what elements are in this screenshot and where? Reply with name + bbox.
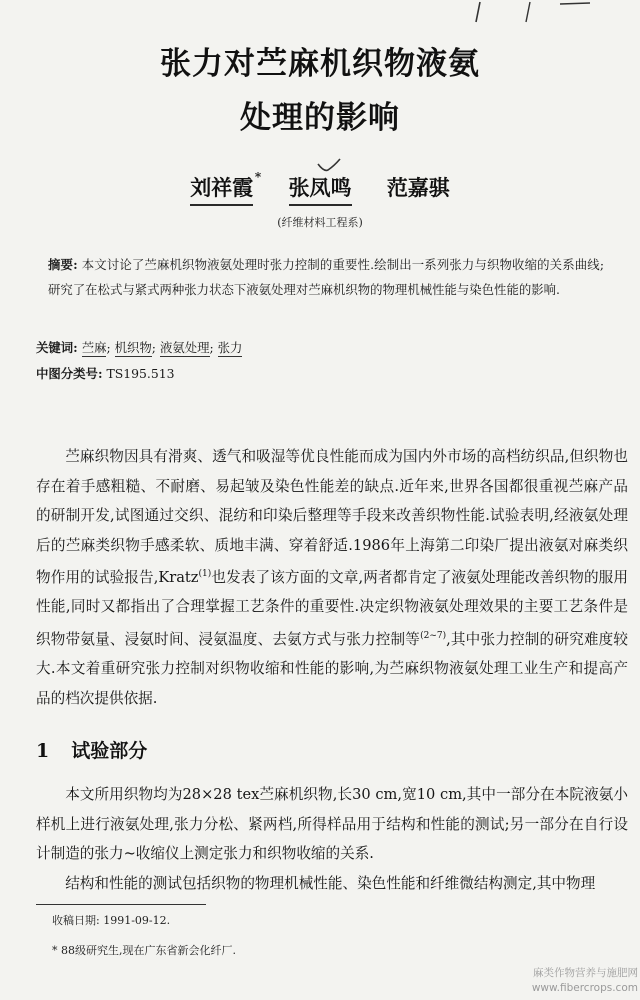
author-list <box>0 172 640 206</box>
keyword-1: 苎麻 <box>81 340 107 355</box>
introduction <box>36 442 628 713</box>
section-heading <box>36 736 147 763</box>
keywords: 关键词: 苎麻; 机织物; 液氨处理; 张力 <box>36 340 243 355</box>
section-body <box>36 780 628 898</box>
keyword-2: 机织物 <box>114 340 152 355</box>
section-paragraph-2: 结构和性能的测试包括织物的物理机械性能、染色性能和纤维微结构测定,其中物理 <box>65 874 596 892</box>
classification-label: 中图分类号: <box>36 366 103 381</box>
footnote-received-date: 收稿日期: 1991-09-12. <box>52 914 171 927</box>
keyword-4: 张力 <box>217 340 243 355</box>
abstract-text: 本文讨论了苎麻机织物液氨处理时张力控制的重要性.绘制出一系列张力与织物收缩的关系曲线;研究了在松式与紧式两种张力状态下液氨处理对苎麻机织物的物理机械性能与染色性能的影响. <box>48 257 604 297</box>
footnote-author-note: * 88级研究生,现在广东省新会化纤厂. <box>52 944 236 957</box>
abstract <box>48 252 604 302</box>
footnote-divider <box>36 904 206 905</box>
citation-2: (2~7) <box>420 630 447 641</box>
classification-value: TS195.513 <box>106 366 175 381</box>
paper-title-line1: 张力对苎麻机织物液氨 <box>160 46 480 82</box>
watermark-line1: 麻类作物营养与施肥网 <box>533 967 638 979</box>
keyword-3: 液氨处理 <box>159 340 210 355</box>
intro-text-b: 也发表了该方面的文章,两者都肯定了液氨处理能改善织物的服用性能,同时又都指出了合理掌握工艺条件的重要性.决定织物液氨处理效果的主要工艺条件是织物带氨量、浸氨时间、浸氨温度、去氨方式与张力控制等 <box>36 568 628 648</box>
citation-1: (1) <box>198 569 212 579</box>
author-1-footnote-mark: * <box>254 170 262 184</box>
watermark-line2: www.fibercrops.com <box>531 982 638 994</box>
section-paragraph-1: 本文所用织物均为28×28 tex苎麻机织物,长30 cm,宽10 cm,其中一部分在本院液氨小样机上进行液氨处理,张力分松、紧两档,所得样品用于结构和性能的测试;另一部分在自行设计制造的张力~收缩仪上测定张力和织物收缩的关系. <box>36 786 628 862</box>
section-number: 1 <box>36 740 50 762</box>
intro-text-a: 苎麻织物因具有滑爽、透气和吸湿等优良性能而成为国内外市场的高档纺织品,但织物也存在着手感粗糙、不耐磨、易起皱及染色性能差的缺点.近年来,世界各国都很重视苎麻产品的研制开发,试图通过交织、混纺和印染后整理等手段来改善织物性能.试验表明,经液氨处理后的苎麻类织物手感柔软、质地丰满、穿着舒适.1986年上海第二印染厂提出液氨对麻类织物作用的试验报告,Kratz <box>36 448 628 586</box>
classification <box>36 364 174 382</box>
paper-title-line2: 处理的影响 <box>240 100 400 136</box>
abstract-label: 摘要: <box>48 257 78 272</box>
author-1: 刘祥霞 * <box>190 172 253 206</box>
intro-text-c: ,其中张力控制的研究难度较大.本文着重研究张力控制对织物收缩和性能的影响,为苎麻织物液氨处理工业生产和提高产品的档次提供依据. <box>36 630 628 707</box>
author-2: 张凤鸣 <box>289 172 352 206</box>
handwritten-mark <box>470 0 620 24</box>
section-title: 试验部分 <box>71 740 148 762</box>
keywords-label: 关键词: <box>36 340 78 355</box>
watermark <box>498 966 638 996</box>
affiliation: (纤维材料工程系) <box>277 216 363 229</box>
author-3: 范嘉骐 <box>386 175 450 200</box>
